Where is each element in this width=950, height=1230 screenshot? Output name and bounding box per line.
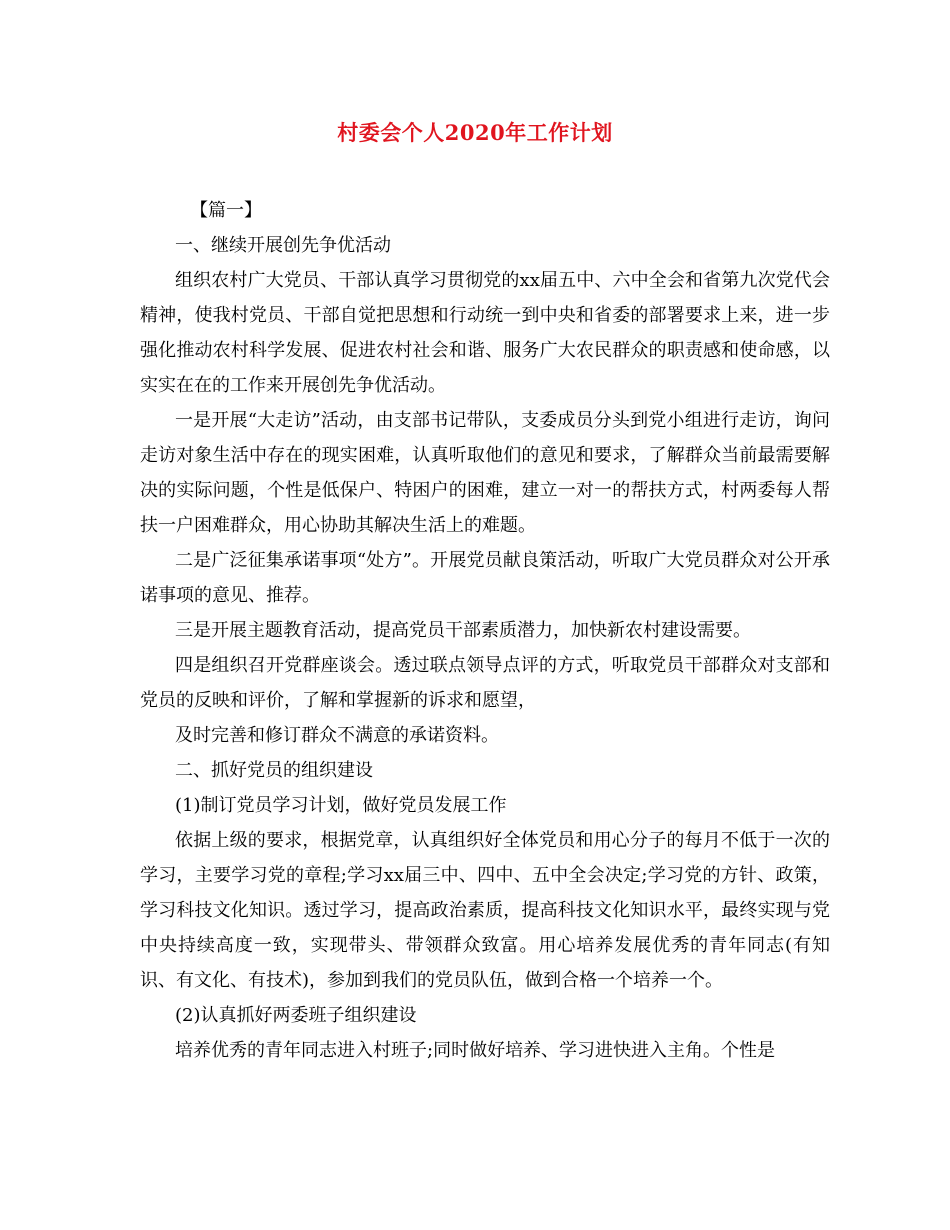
paragraph: 二是广泛征集承诺事项“处方”。开展党员献良策活动，听取广大党员群众对公开承诺事项的意见、推荐。: [140, 550, 830, 606]
heading-1: 一、继续开展创先争优活动: [175, 235, 391, 256]
document-title: 村委会个人2020年工作计划: [337, 120, 613, 145]
heading-2: 二、抓好党员的组织建设: [175, 760, 373, 781]
section-tag: 【篇一】: [190, 200, 262, 221]
paragraph: 依据上级的要求，根据党章，认真组织好全体党员和用心分子的每月不低于一次的学习，主要学习党的章程;学习xx届三中、四中、五中全会决定;学习党的方针、政策，学习科技文化知识。透过学习，提高政治素质，提高科技文化知识水平，最终实现与党中央持续高度一致，实现带头、带领群众致富。用心培养发展优秀的青年同志(有知识、有文化、有技术)，参加到我们的党员队伍，做到合格一个培养一个。: [140, 830, 830, 991]
paragraph: 及时完善和修订群众不满意的承诺资料。: [175, 725, 499, 746]
paragraph: 三是开展主题教育活动，提高党员干部素质潜力，加快新农村建设需要。: [175, 620, 751, 641]
document-body: [140, 193, 830, 1068]
subheading: (2)认真抓好两委班子组织建设: [175, 1005, 417, 1026]
paragraph: 四是组织召开党群座谈会。透过联点领导点评的方式，听取党员干部群众对支部和党员的反映和评价，了解和掌握新的诉求和愿望，: [140, 655, 830, 711]
paragraph: 培养优秀的青年同志进入村班子;同时做好培养、学习进快进入主角。个性是: [175, 1040, 776, 1061]
subheading: (1)制订党员学习计划，做好党员发展工作: [175, 795, 507, 816]
paragraph: 一是开展“大走访”活动，由支部书记带队，支委成员分头到党小组进行走访，询问走访对象生活中存在的现实困难，认真听取他们的意见和要求，了解群众当前最需要解决的实际问题，个性是低保户、特困户的困难，建立一对一的帮扶方式，村两委每人帮扶一户困难群众，用心协助其解决生活上的难题。: [140, 410, 830, 536]
paragraph: 组织农村广大党员、干部认真学习贯彻党的xx届五中、六中全会和省第九次党代会精神，使我村党员、干部自觉把思想和行动统一到中央和省委的部署要求上来，进一步强化推动农村科学发展、促进农村社会和谐、服务广大农民群众的职责感和使命感，以实实在在的工作来开展创先争优活动。: [140, 270, 830, 396]
